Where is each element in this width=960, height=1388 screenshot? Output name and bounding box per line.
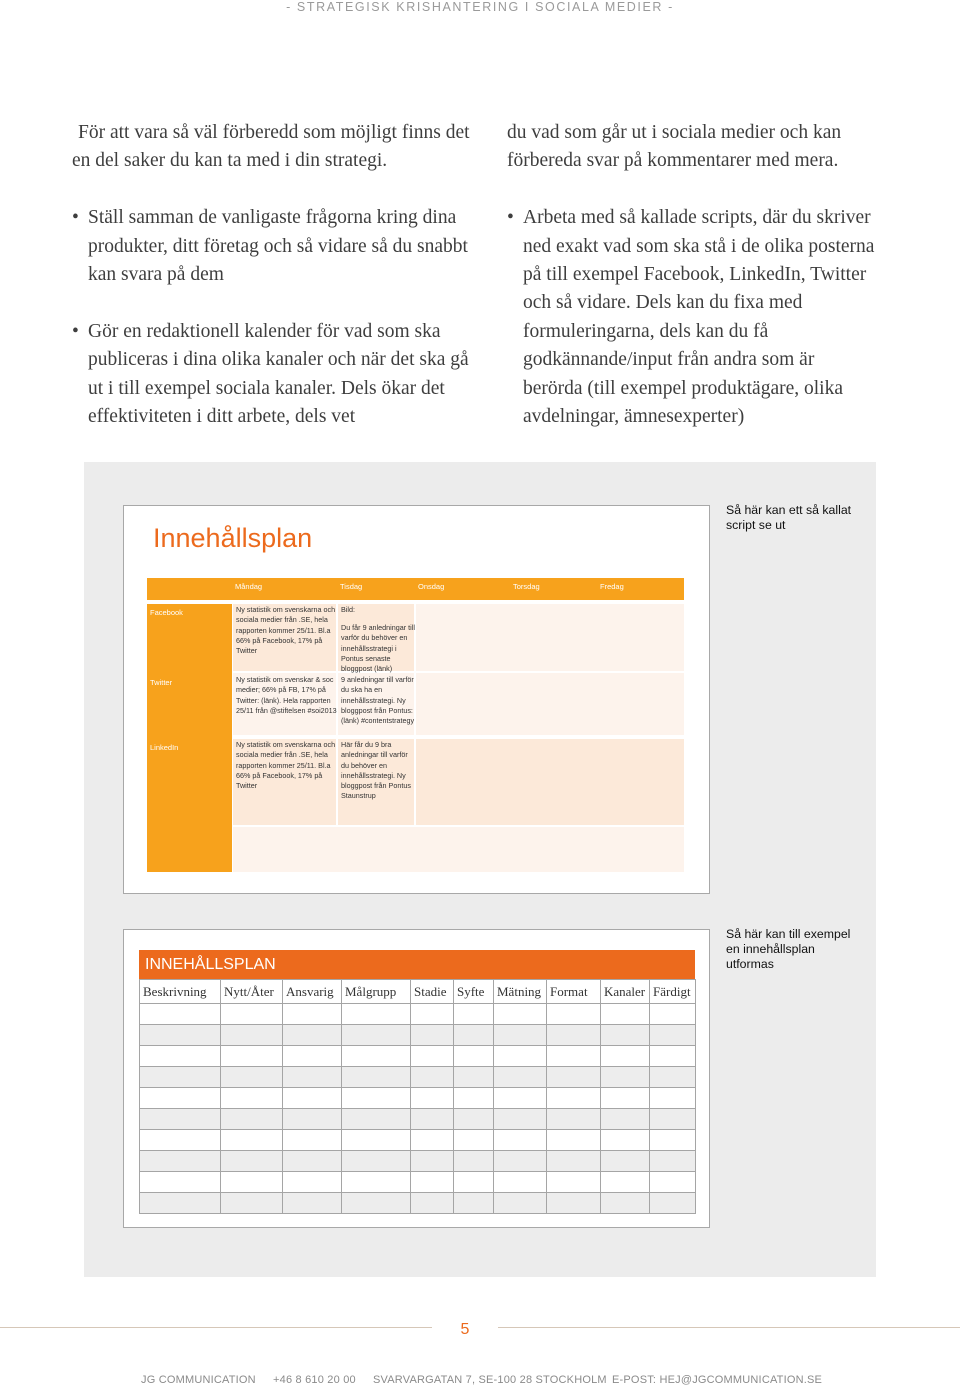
table-row (140, 1088, 696, 1109)
schedule-grid (147, 578, 684, 872)
table-row (140, 1046, 696, 1067)
day-tuesday: Tisdag (340, 582, 363, 591)
intro-paragraph: För att vara så väl förberedd som möjligt finns det en del saker du kan ta med i din strategi. (72, 122, 470, 172)
text-facebook-tue-label: Bild: (341, 605, 355, 614)
table-row (140, 1172, 696, 1193)
col-kanaler: Kanaler (601, 980, 650, 1004)
cell-twitter-rest (416, 673, 684, 735)
cell-linkedin-rest (416, 739, 684, 825)
text-twitter-mon: Ny statistik om svenskar & soc medier; 66% på FB, 17% på Twitter: (länk). Hela rapporten 25/11 från @stiftelsen #soi2013 (236, 675, 337, 715)
text-linkedin-tue: Här får du 9 bra anledningar till varför du behöver en innehållsstrategi. Ny bloggpost från Pontus Staunstrup (341, 740, 411, 801)
content-plan-caption: Så här kan till exempel en innehållsplan utformas (726, 927, 851, 971)
table-row (140, 1025, 696, 1046)
table-row (140, 1151, 696, 1172)
col-stadie: Stadie (411, 980, 454, 1004)
col-nytt-ater: Nytt/Åter (221, 980, 283, 1004)
channel-linkedin: LinkedIn (150, 743, 179, 752)
content-plan-title: INNEHÅLLSPLAN (139, 950, 695, 979)
bullet-scripts: • Arbeta med så kallade scripts, där du skriver ned exakt vad som ska stå i de olika posterna på till exempel Facebook, LinkedIn, Twitter och så vidare. Dels kan du fixa med formuleringarna, dels kan du få godkännande/input från andra som är berörda (till exempel produktägare, olika avdelningar, ämnesexperter) (507, 204, 877, 431)
channel-facebook: Facebook (150, 608, 183, 617)
col-malgrupp: Målgrupp (342, 980, 411, 1004)
text-facebook-tue: Du får 9 anledningar till varför du behöver en innehållsstrategi i Pontus senaste bloggpost (länk) (341, 623, 415, 674)
col-beskrivning: Beskrivning (140, 980, 221, 1004)
col-ansvarig: Ansvarig (283, 980, 342, 1004)
script-caption: Så här kan ett så kallat script se ut (726, 503, 852, 532)
footer-rule-right (498, 1327, 960, 1328)
footer-email: E-POST: HEJ@JGCOMMUNICATION.SE (612, 1374, 823, 1386)
col-fardigt: Färdigt (650, 980, 696, 1004)
text-twitter-tue: 9 anledningar till varför du ska ha en innehållsstrategi. Ny bloggpost från Pontus: (länk) #contentstrategy (341, 675, 415, 726)
text-linkedin-mon: Ny statistik om svenskarna och sociala medier från .SE, hela rapporten kommer 25/11. Bl.a 66% på Facebook, 17% på Twitter (236, 740, 336, 791)
channel-twitter: Twitter (150, 678, 173, 687)
table-row (140, 1109, 696, 1130)
day-wednesday: Onsdag (418, 582, 445, 591)
continued-paragraph: du vad som går ut i sociala medier och kan förbereda svar på kommentarer med mera. (507, 122, 842, 172)
content-plan-table (139, 979, 696, 1214)
table-row (140, 1067, 696, 1088)
text-facebook-mon: Ny statistik om svenskarna och sociala medier från .SE, hela rapporten kommer 25/11. Bl.a 66% på Facebook, 17% på Twitter (236, 605, 336, 656)
right-column (507, 119, 877, 460)
table-row (140, 1193, 696, 1214)
table-header-row (140, 980, 696, 1004)
cell-facebook-rest (416, 604, 684, 671)
col-format: Format (547, 980, 601, 1004)
day-friday: Fredag (600, 582, 624, 591)
bullet-calendar: • Gör en redaktionell kalender för vad som ska publiceras i dina olika kanaler och när det ska gå ut i till exempel sociala kanaler. Dels ökar det effektiviteten i ditt arbete, dels vet (72, 318, 472, 432)
col-syfte: Syfte (454, 980, 494, 1004)
script-title: Innehållsplan (153, 523, 313, 553)
content-plan-card (123, 929, 710, 1228)
day-thursday: Torsdag (513, 582, 540, 591)
table-row (140, 1130, 696, 1151)
left-column (72, 119, 472, 460)
footer-company: JG COMMUNICATION (141, 1374, 256, 1386)
table-row (140, 1004, 696, 1025)
col-matning: Mätning (494, 980, 547, 1004)
page-number: 5 (460, 1321, 470, 1338)
day-monday: Måndag (235, 582, 263, 591)
footer-address: SVARVARGATAN 7, SE-100 28 STOCKHOLM (373, 1374, 607, 1386)
script-example-card (123, 505, 710, 894)
footer-phone: +46 8 610 20 00 (273, 1374, 356, 1386)
channel-column (147, 604, 232, 872)
bullet-faq: • Ställ samman de vanligaste frågorna kring dina produkter, ditt företag och så vidare så du snabbt kan svara på dem (72, 204, 472, 289)
cell-blank-row (233, 827, 684, 872)
running-header: - STRATEGISK KRISHANTERING I SOCIALA MEDIER - (286, 0, 674, 14)
